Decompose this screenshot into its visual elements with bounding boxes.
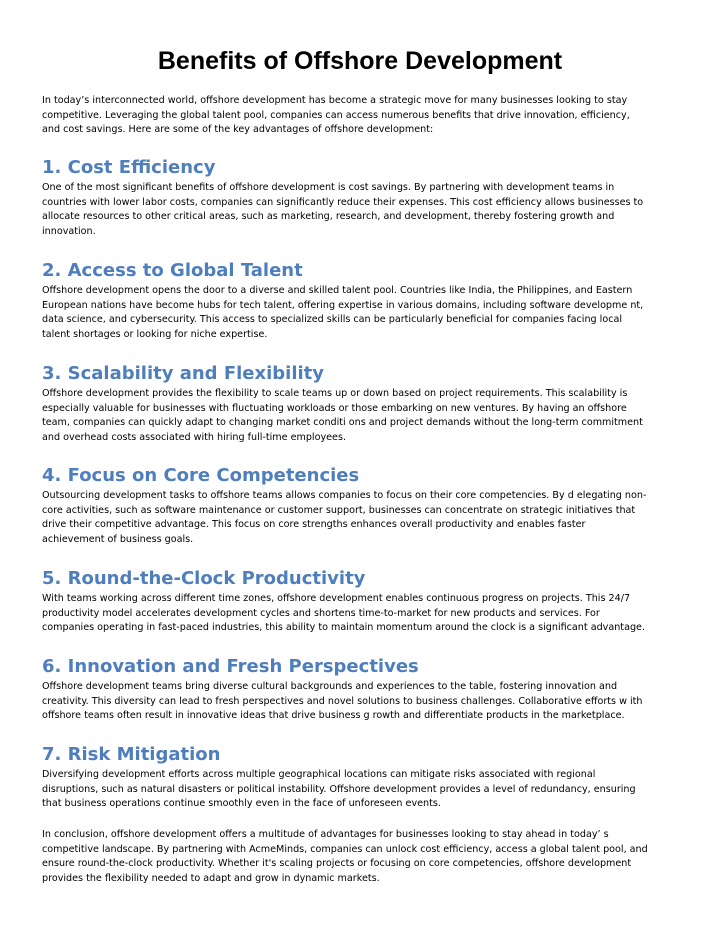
section-body-global-talent: Offshore development opens the door to a diverse and skilled talent pool. Countries like India, the Philippines, and Eastern European nations have become hubs for tech talent, offering expertise in various domains, including software developme nt, data science, and cybersecurity. This access to specialized skills can be particularly beneficial for companies facing local talent shortages or looking for niche expertise. [42, 285, 644, 340]
page-title: Benefits of Offshore Development [157, 47, 563, 75]
section-heading-global-talent: 2. Access to Global Talent [42, 260, 303, 281]
section-body-round-the-clock: With teams working across different time zones, offshore development enables continuous progress on projects. This 24/7 productivity model accelerates development cycles and shortens time-to-market for new products and services. For companies operating in fast-paced industries, this ability to maintain momentum around the clock is a significant advantage. [42, 593, 645, 634]
section-heading-scalability: 3. Scalability and Flexibility [42, 363, 325, 384]
section-body-risk-mitigation: Diversifying development efforts across multiple geographical locations can mitigate risks associated with regional disruptions, such as natural disasters or political instability. Offshore development provides a level of redundancy, ensuring that business operations continue smoothly even in the face of unforeseen events. [42, 769, 636, 810]
section-heading-innovation: 6. Innovation and Fresh Perspectives [42, 656, 419, 677]
section-heading-core-competencies: 4. Focus on Core Competencies [42, 465, 360, 486]
section-heading-cost-efficiency: 1. Cost Efficiency [42, 157, 216, 178]
intro-paragraph: In today’s interconnected world, offshore development has become a strategic move for many businesses looking to stay competitive. Leveraging the global talent pool, companies can access numerous benefits that drive innovation, efficiency, and cost savings. Here are some of the key advantages of offshore development: [42, 95, 630, 136]
conclusion-paragraph: In conclusion, offshore development offers a multitude of advantages for businesses looking to stay ahead in today’ s competitive landscape. By partnering with AcmeMinds, companies can unlock cost efficiency, access a global talent pool, and ensure round-the-clock productivity. Whether it's scaling projects or focusing on core competencies, offshore development provides the flexibility needed to adapt and grow in dynamic markets. [42, 829, 648, 884]
section-body-cost-efficiency: One of the most significant benefits of offshore development is cost savings. By partnering with development teams in countries with lower labor costs, companies can significantly reduce their expenses. This cost efficiency allows businesses to allocate resources to other critical areas, such as marketing, research, and development, thereby fostering growth and innovation. [42, 182, 644, 237]
section-body-core-competencies: Outsourcing development tasks to offshore teams allows companies to focus on their core competencies. By d elegating non- core activities, such as software maintenance or customer support, businesses can concentrate on strategic initiatives that drive their competitive advantage. This focus on core strengths enhances overall productivity and enables faster achievement of business goals. [42, 490, 647, 545]
section-heading-risk-mitigation: 7. Risk Mitigation [42, 744, 221, 765]
section-body-innovation: Offshore development teams bring diverse cultural backgrounds and experiences to the table, fostering innovation and creativity. This diversity can lead to fresh perspectives and novel solutions to business challenges. Collaborative efforts w ith offshore teams often result in innovative ideas that drive business g rowth and differentiate products in the marketplace. [42, 681, 643, 722]
section-body-scalability: Offshore development provides the flexibility to scale teams up or down based on project requirements. This scalability is especially valuable for businesses with fluctuating workloads or those embarking on new ventures. By having an offshore team, companies can quickly adapt to changing market conditi ons and project demands without the long-term commitment and overhead costs associated with hiring full-time employees. [42, 388, 643, 443]
section-heading-round-the-clock: 5. Round-the-Clock Productivity [42, 568, 366, 589]
